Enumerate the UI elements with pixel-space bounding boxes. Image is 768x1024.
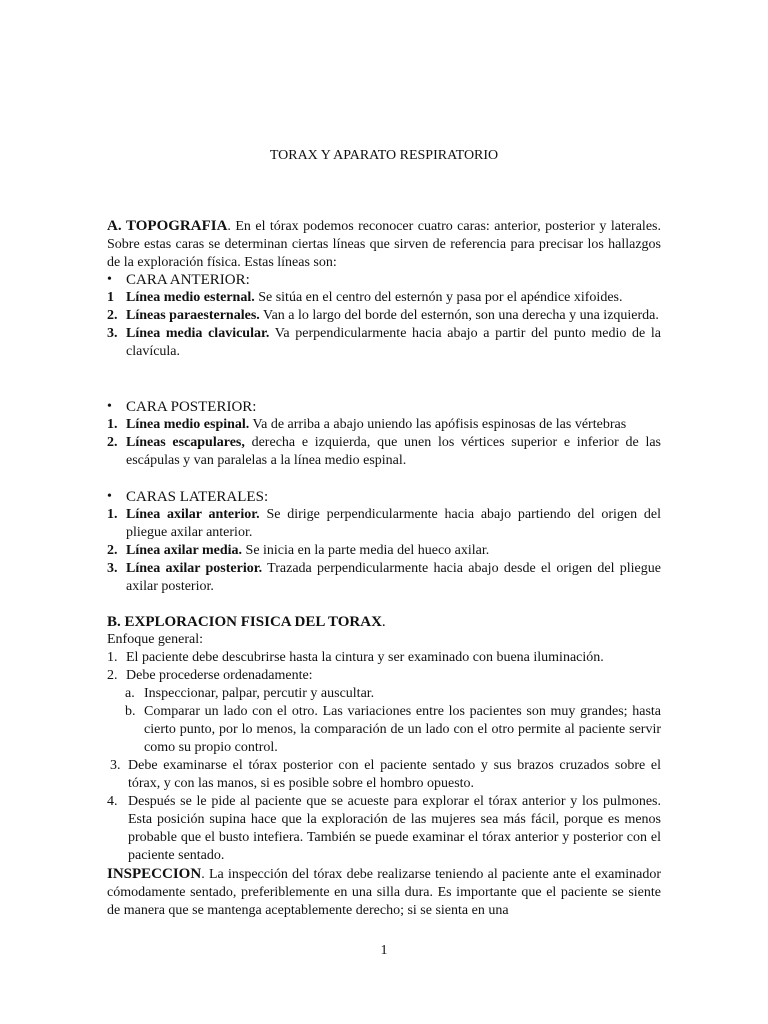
list-item — [107, 649, 661, 667]
list-item — [107, 289, 661, 307]
list-item — [107, 416, 661, 434]
item-text: Va de arriba a abajo uniendo las apófisis espinosas de las vértebras — [249, 417, 627, 432]
item-text: El paciente debe descubrirse hasta la cintura y ser examinado con buena iluminación. — [126, 650, 604, 665]
list-item — [107, 434, 661, 470]
item-term: Línea medio espinal. — [126, 417, 250, 432]
group-heading: • CARA ANTERIOR: — [107, 272, 250, 288]
group-heading: • CARAS LATERALES: — [107, 489, 269, 505]
list-item — [107, 506, 661, 542]
inspeccion-text: . La inspección del tórax debe realizarse teniendo al paciente ante el examinador cómodamente sentado, preferiblemente en una silla dura. Es importante que el paciente se siente de manera que se mantenga aceptablemente derecho; si se sienta en una — [107, 867, 661, 918]
page-title: TORAX Y APARATO RESPIRATORIO — [269, 148, 499, 163]
item-number: 1. — [107, 650, 118, 665]
item-text: Se sitúa en el centro del esternón y pasa por el apéndice xifoides. — [254, 290, 623, 305]
section-a-heading: A. TOPOGRAFIA — [107, 218, 228, 234]
list-item — [107, 542, 661, 560]
item-number: 1. — [107, 417, 118, 432]
group-title: CARA ANTERIOR — [126, 272, 246, 288]
sub-item-letter: b. — [125, 704, 136, 719]
item-number: 1 — [107, 290, 114, 305]
group-cara-posterior — [107, 398, 661, 470]
item-number: 2. — [107, 668, 118, 683]
inspeccion-heading: INSPECCION — [107, 866, 202, 882]
item-number: 3. — [107, 561, 118, 576]
item-number: 2. — [107, 543, 118, 558]
sub-item-text: Inspeccionar, palpar, percutir y auscultar. — [144, 686, 375, 701]
section-b-heading-tail: . — [381, 614, 386, 630]
item-number: 1. — [107, 507, 118, 522]
list-item — [107, 325, 661, 361]
sub-item-text: Comparar un lado con el otro. Las variaciones entre los pacientes son muy grandes; hasta cierto punto, por lo menos, la comparación de un lado con el otro permite al paciente servir como su propio control. — [144, 704, 661, 755]
item-term: Línea axilar media. — [126, 543, 243, 558]
item-term: Línea media clavicular. — [126, 326, 270, 341]
list-item — [107, 793, 661, 865]
item-number: 2. — [107, 435, 118, 450]
section-b-heading — [107, 613, 661, 631]
item-term: Línea medio esternal. — [126, 290, 255, 305]
item-text: derecha e izquierda, que unen los vértices superior e inferior de las escápulas y van paralelas a la línea medio espinal. — [126, 435, 662, 468]
item-text: Después se le pide al paciente que se acueste para explorar el tórax anterior y los pulmones. Esta posición supina hace que la exploración de las mujeres sea más fácil, porque es menos probable que el busto intefiera. También se puede examinar el tórax anterior y posterior con el paciente sentado. — [128, 794, 661, 863]
item-text: Va perpendicularmente hacia abajo a partir del punto medio de la clavícula. — [126, 326, 661, 359]
item-text: Van a lo largo del borde del esternón, son una derecha y una izquierda. — [259, 308, 659, 323]
group-caras-laterales — [107, 488, 661, 596]
bullet-icon: • — [107, 399, 112, 414]
item-number: 3. — [110, 758, 121, 773]
section-a-intro-text: . En el tórax podemos reconocer cuatro caras: anterior, posterior y laterales. Sobre estas caras se determinan ciertas líneas que sirven de referencia para precisar los hallazgos de la exploración física. Estas líneas son: — [107, 219, 661, 270]
enfoque-label: Enfoque general: — [107, 632, 204, 647]
item-text: Se inicia en la parte media del hueco axilar. — [242, 543, 490, 558]
item-number: 4. — [107, 794, 118, 809]
bullet-icon: • — [107, 272, 112, 287]
list-item — [107, 560, 661, 596]
page-number: 1 — [380, 943, 388, 958]
sub-item — [107, 703, 661, 757]
item-term: Líneas escapulares, — [126, 435, 245, 450]
item-text: Se dirige perpendicularmente hacia abajo partiendo del origen del pliegue axilar anterior. — [126, 507, 662, 540]
item-text: Debe examinarse el tórax posterior con el paciente sentado y sus brazos cruzados sobre el tórax, y con las manos, si es posible sobre el hombro opuesto. — [128, 758, 661, 791]
section-b — [107, 613, 661, 920]
group-title: CARAS LATERALES — [126, 489, 264, 505]
section-b-heading-text: B. EXPLORACION FISICA DEL TORAX — [107, 614, 382, 630]
bullet-icon: • — [107, 489, 112, 504]
list-item — [107, 757, 661, 793]
item-text: Trazada perpendicularmente hacia abajo desde el origen del pliegue axilar posterior. — [126, 561, 661, 594]
sub-item — [107, 685, 661, 703]
item-term: Líneas paraesternales. — [126, 308, 260, 323]
inspeccion-paragraph — [107, 865, 661, 920]
item-number: 3. — [107, 326, 118, 341]
item-number: 2. — [107, 308, 118, 323]
group-cara-anterior — [107, 271, 661, 361]
group-heading: • CARA POSTERIOR: — [107, 399, 257, 415]
sub-item-letter: a. — [125, 686, 135, 701]
list-item — [107, 307, 661, 325]
item-term: Línea axilar anterior. — [126, 507, 260, 522]
item-term: Línea axilar posterior. — [126, 561, 263, 576]
section-a-intro — [107, 217, 661, 272]
list-item — [107, 667, 661, 685]
group-title: CARA POSTERIOR — [126, 399, 253, 415]
item-text: Debe procederse ordenadamente: — [126, 668, 313, 683]
